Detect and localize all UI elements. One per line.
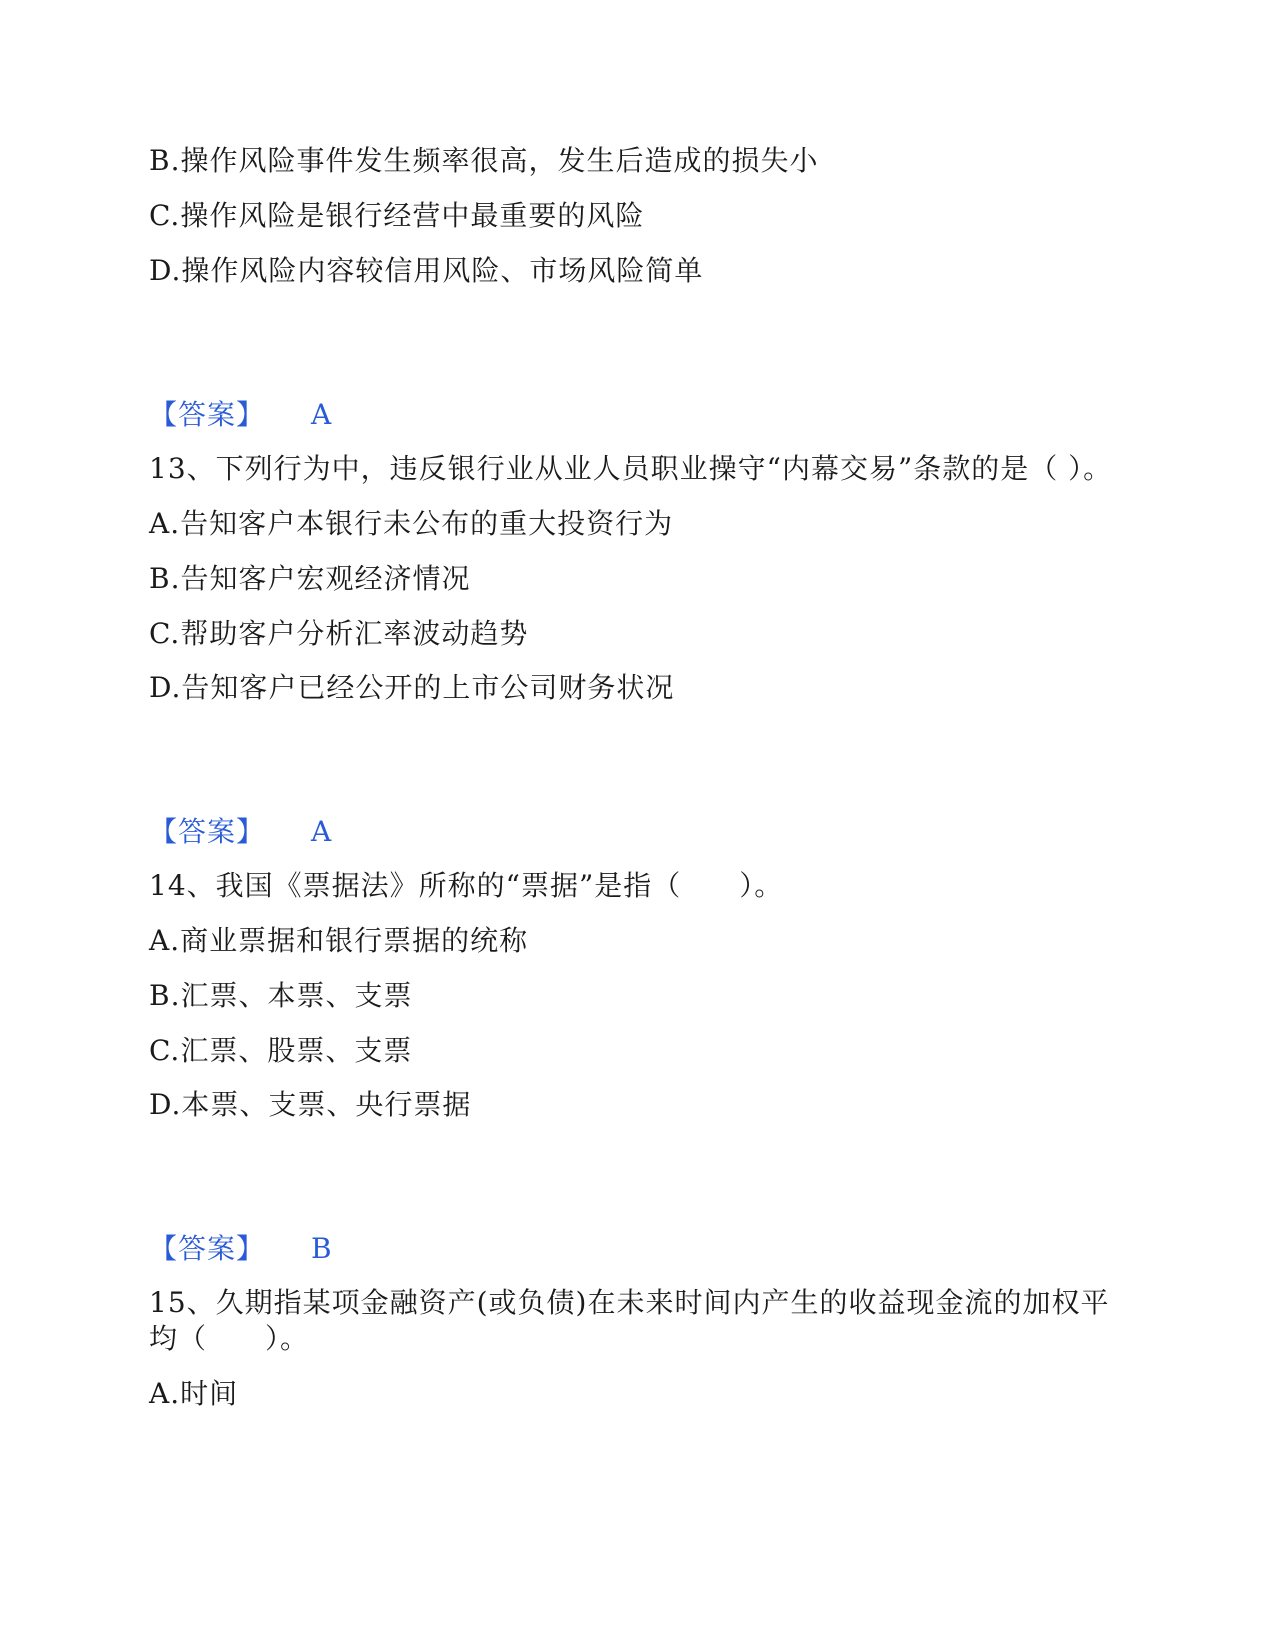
q14-question: 14、我国《票据法》所称的“票据”是指（ ）。 bbox=[149, 869, 784, 902]
q13-option-d: D.告知客户已经公开的上市公司财务状况 bbox=[149, 671, 675, 704]
q14-answer bbox=[149, 1231, 333, 1267]
q15-question-line1: 15、久期指某项金融资产(或负债)在未来时间内产生的收益现金流的加权平 bbox=[149, 1286, 1110, 1319]
q14-option-a: A.商业票据和银行票据的统称 bbox=[149, 924, 529, 957]
answer-value: A bbox=[311, 815, 333, 848]
q15-question-line2: 均（ ）。 bbox=[149, 1322, 310, 1355]
answer-label: 【答案】 bbox=[149, 815, 266, 848]
q13-option-b: B.告知客户宏观经济情况 bbox=[149, 562, 471, 595]
q13-answer bbox=[149, 814, 332, 850]
q13-option-c: C.帮助客户分析汇率波动趋势 bbox=[149, 617, 529, 650]
q14-option-b: B.汇票、本票、支票 bbox=[149, 979, 413, 1012]
q13-question: 13、下列行为中，违反银行业从业人员职业操守“内幕交易”条款的是（ ）。 bbox=[149, 452, 1113, 485]
q12-option-b: B.操作风险事件发生频率很高，发生后造成的损失小 bbox=[149, 144, 819, 177]
q13-option-a: A.告知客户本银行未公布的重大投资行为 bbox=[149, 507, 674, 540]
answer-value: A bbox=[311, 398, 333, 431]
answer-label: 【答案】 bbox=[149, 1232, 266, 1265]
q14-option-c: C.汇票、股票、支票 bbox=[149, 1034, 413, 1067]
q15-option-a: A.时间 bbox=[149, 1377, 239, 1410]
q12-option-d: D.操作风险内容较信用风险、市场风险简单 bbox=[149, 254, 704, 287]
q12-answer bbox=[149, 397, 332, 433]
answer-label: 【答案】 bbox=[149, 398, 266, 431]
q14-option-d: D.本票、支票、央行票据 bbox=[149, 1088, 472, 1121]
answer-value: B bbox=[311, 1232, 333, 1265]
q12-option-c: C.操作风险是银行经营中最重要的风险 bbox=[149, 199, 645, 232]
